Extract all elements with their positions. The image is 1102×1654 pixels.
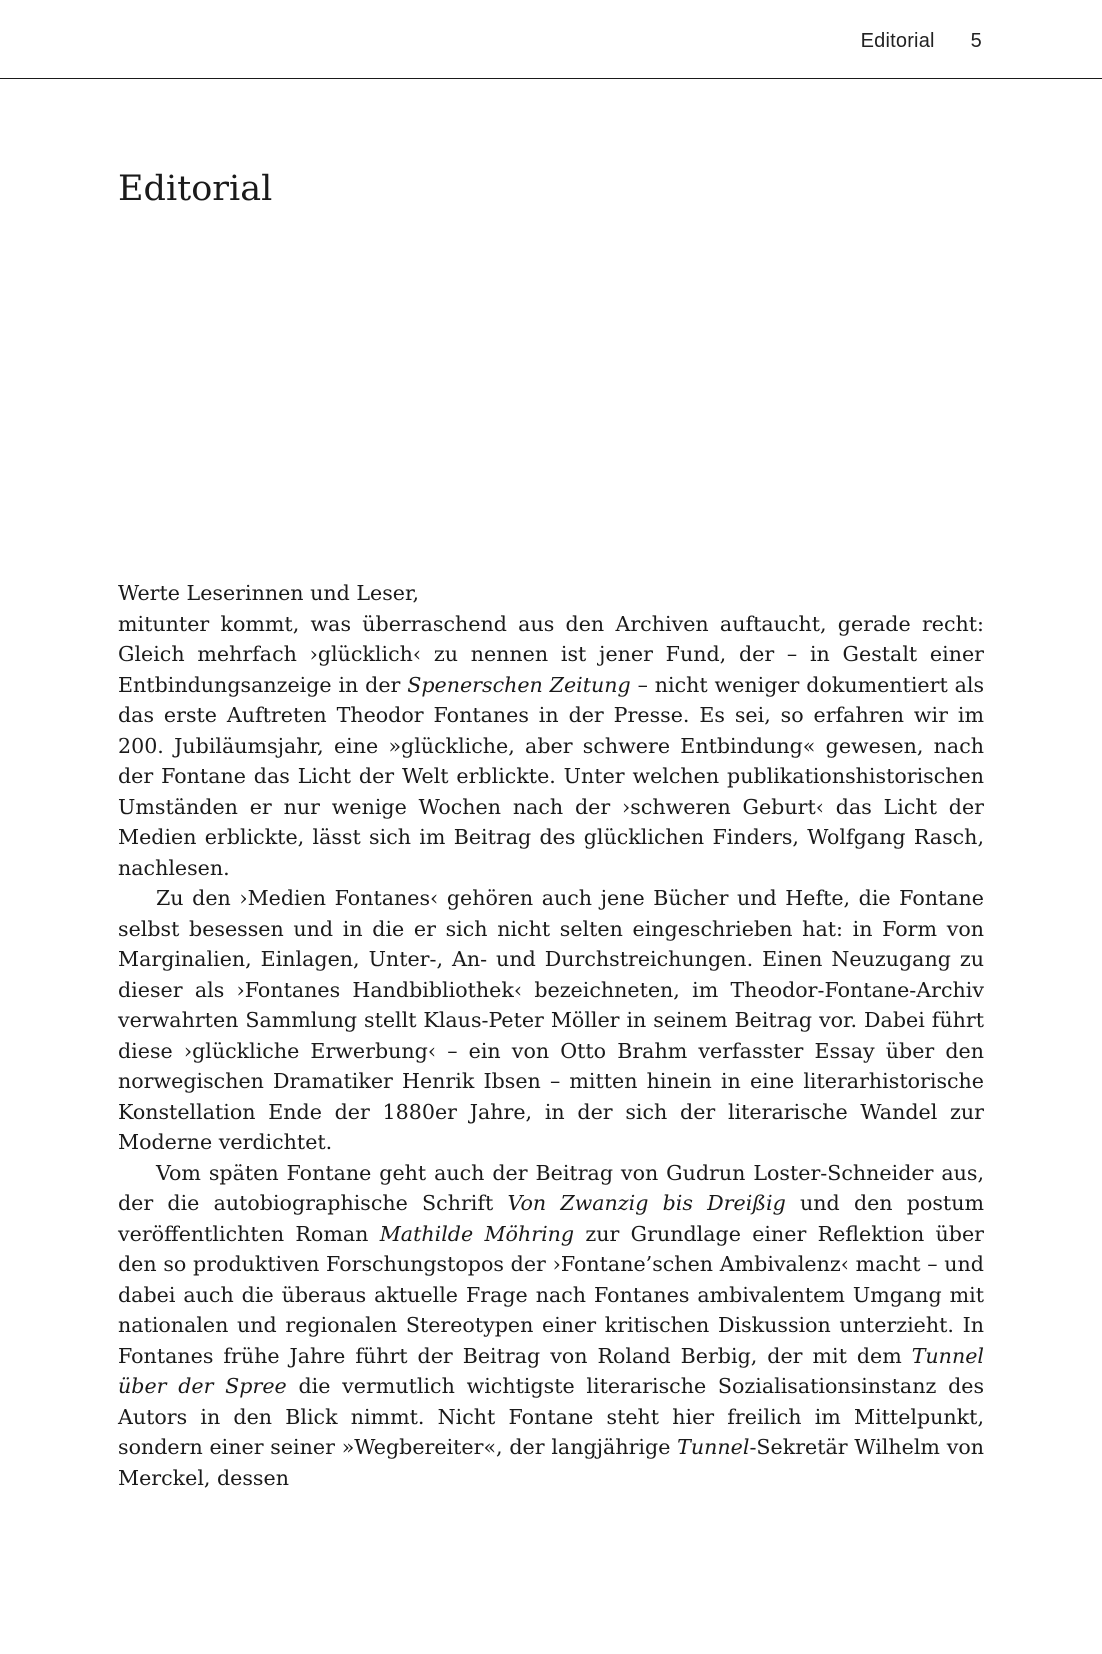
running-title: Editorial <box>860 30 935 52</box>
paragraph-1-text: – nicht weniger dokumentiert als das erste Auftreten Theodor Fontanes in der Presse. Es sei, so erfahren wir im 200. Jubiläumsjahr, eine »glückliche, aber schwere Entbindung« gewesen, nach der Fontane das Licht der Welt erblickte. Unter welchen publikationshistorischen Umständen er nur wenige Wochen nach der ›schweren Geburt‹ das Licht der Medien erblickte, lässt sich im Beitrag des glücklichen Finders, Wolfgang Rasch, nachlesen. <box>118 672 985 880</box>
work-title-tunnel-ueber-der-spree: Tunnel über der Spree <box>118 1343 984 1398</box>
header-rule <box>0 78 1102 79</box>
paragraph-3-text: und den postum veröffentlichten Roman <box>118 1191 984 1246</box>
page-number: 5 <box>970 30 982 52</box>
paragraph-3-text: die vermutlich wichtigste literarische Sozialisationsinstanz des Autors in den Blick nimmt. Nicht Fontane steht hier freilich im Mittelpunkt, sondern einer seiner »Wegbereiter«, der langjährige <box>118 1374 985 1459</box>
paragraph-2-text: Zu den ›Medien Fontanes‹ gehören auch jene Bücher und Hefte, die Fontane selbst besessen und in die er sich nicht selten eingeschrieben hat: in Form von Marginalien, Einlagen, Unter-, An- und Durchstreichungen. Einen Neuzugang zu dieser als ›Fontanes Handbibliothek‹ bezeichneten, im Theodor-Fontane-Archiv verwahrten Sammlung stellt Klaus-Peter Möller in seinem Beitrag vor. Dabei führt diese ›glückliche Erwerbung‹ – ein von Otto Brahm verfasster Essay über den norwegischen Dramatiker Henrik Ibsen – mitten hinein in eine literarhistorische Konstellation Ende der 1880er Jahre, in der sich der literarische Wandel zur Moderne verdichtet. <box>118 886 984 1154</box>
work-title-tunnel: Tunnel <box>677 1435 750 1459</box>
work-title-mathilde-moehring: Mathilde Möhring <box>379 1221 575 1246</box>
paragraph-1-text: mitunter kommt, was überraschend aus den Archiven auftaucht, gerade recht: Gleich mehrfach ›glücklich‹ zu nennen ist jener Fund, der – in Gestalt einer Entbindungsanzeige in der <box>118 611 984 697</box>
running-head <box>861 30 982 53</box>
paragraph-3-text: -Sekretär Wilhelm von Merckel, dessen <box>118 1435 984 1490</box>
paragraph-2 <box>118 883 984 1158</box>
work-title-von-zwanzig-bis-dreissig: Von Zwanzig bis Dreißig <box>507 1191 786 1215</box>
body-text <box>118 578 984 1493</box>
salutation: Werte Leserinnen und Leser, <box>118 581 420 605</box>
work-title-spenersche-zeitung: Spenerschen Zeitung <box>407 672 631 697</box>
paragraph-3-text: zur Grundlage einer Reflektion über den so produktiven Forschungstopos der ›Fontane’schen Ambivalenz‹ macht – und dabei auch die überaus aktuelle Frage nach Fontanes ambivalentem Umgang mit nationalen und regionalen Stereotypen einer kritischen Diskussion unterzieht. In Fontanes frühe Jahre führt der Beitrag von Roland Berbig, der mit dem <box>118 1221 985 1368</box>
paragraph-3 <box>118 1158 984 1494</box>
chapter-title: Editorial <box>118 169 273 209</box>
paragraph-3-text: Vom späten Fontane geht auch der Beitrag von Gudrun Loster-Schneider aus, der die autobiographische Schrift <box>118 1160 984 1215</box>
paragraph-1 <box>118 609 984 884</box>
